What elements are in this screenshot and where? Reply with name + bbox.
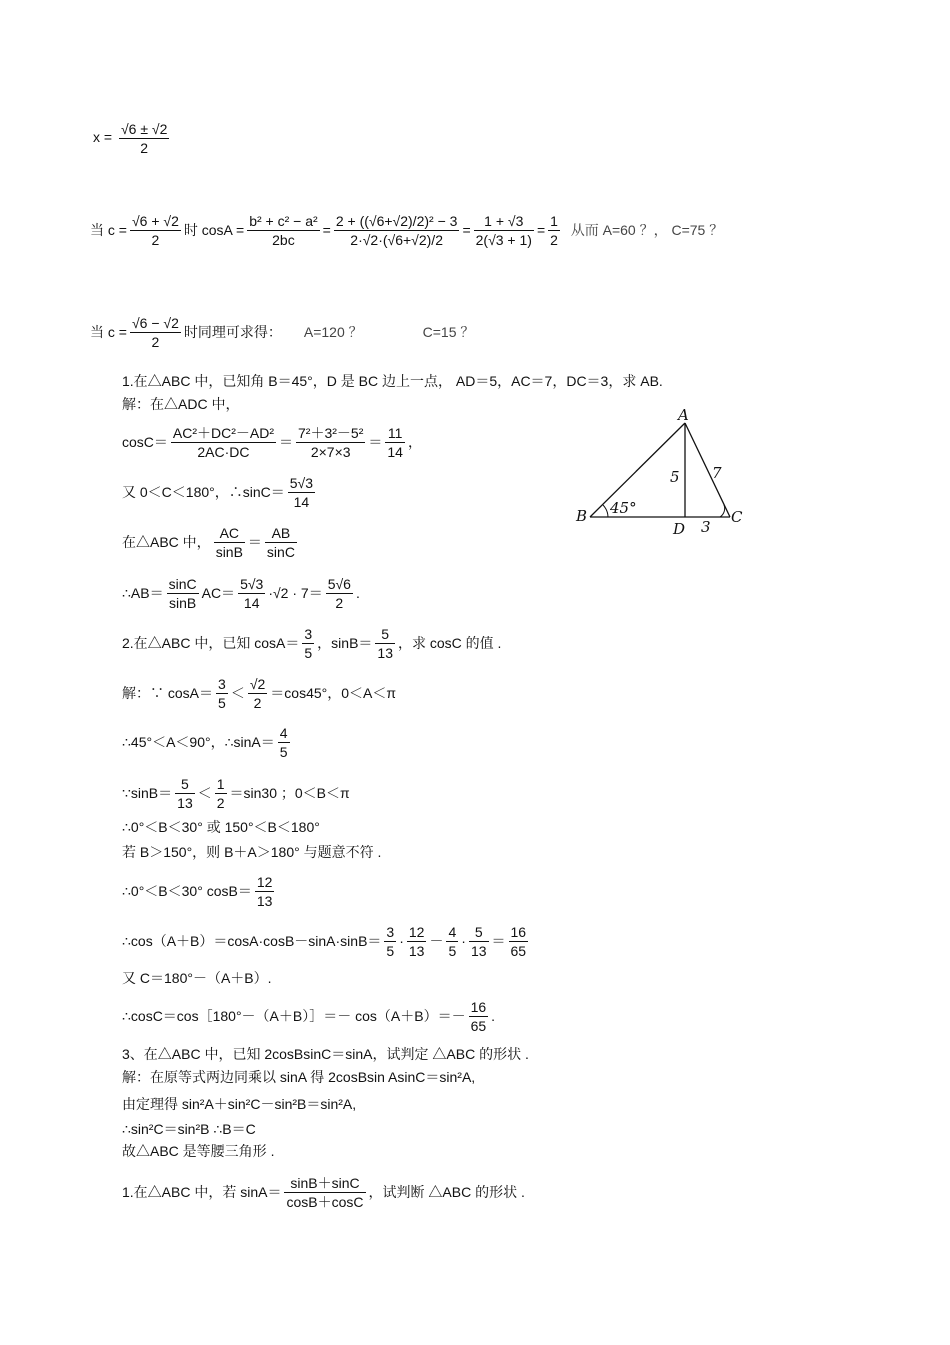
p2-cosA-den: 5: [304, 644, 313, 661]
case2-c-num: √6 − √2: [131, 314, 179, 331]
p2-s1-n2: √2: [249, 675, 266, 692]
p2-s1-frac2: [248, 675, 267, 712]
cosA-f4-den: 2: [550, 231, 558, 248]
ab-frac-2: [238, 575, 265, 612]
cosC-f1-den: 2AC·DC: [197, 443, 250, 460]
side-AC: [685, 423, 730, 517]
p2-s7-pre: ∴cos（A＋B）＝cosA·cosB－sinA·sinB＝: [122, 933, 382, 949]
label-angle-B: 45°: [610, 499, 637, 517]
dot: ·: [399, 933, 404, 949]
problem1-solution-intro: 解：在△ADC 中，: [122, 396, 240, 412]
case1-when: 当: [90, 222, 104, 238]
p2-step5: 若 B＞150°，则 B＋A＞180° 与题意不符 .: [122, 844, 382, 860]
eq-sign: =: [536, 222, 546, 238]
p3-line2: 由定理得 sin²A＋sin²C－sin²B＝sin²A,: [122, 1096, 357, 1112]
cosC-frac-1: [171, 424, 276, 461]
p2-title-mid: ，sinB＝: [317, 635, 373, 651]
p2-sinB-num: 5: [375, 625, 395, 644]
p2-s3-n2: 1: [216, 775, 225, 792]
ab-frac-3: [326, 575, 353, 612]
p2-s1-lt: ＜: [230, 685, 245, 701]
law-pre: 在△ABC 中，: [122, 534, 211, 550]
p2-s6-pre: ∴0°＜B＜30° cosB＝: [122, 883, 252, 899]
p2-s7-d1: 5: [386, 942, 395, 959]
p2-s7-n3: 4: [448, 923, 457, 940]
problem2-title: [122, 623, 501, 663]
p2-s3-frac2: [215, 775, 227, 812]
cosC-frac-2: [296, 424, 365, 461]
p2-s7-frac4: [469, 923, 489, 960]
label-B: B: [576, 507, 588, 525]
case2-A: A=120 ？: [303, 324, 363, 340]
label-AD: 5: [670, 468, 680, 486]
p2-s2-frac: [278, 724, 290, 761]
ab-line: [122, 573, 360, 613]
p2-sinB-frac: [375, 625, 395, 662]
case1-c-num: √6 + √2: [131, 212, 179, 229]
cosA-f1-num: b² + c² − a²: [249, 212, 318, 229]
p3-line4: 故△ABC 是等腰三角形 .: [122, 1143, 275, 1159]
p2-s6-frac: [255, 873, 275, 910]
eq-sign: ＝: [247, 534, 262, 550]
law-frac-1: [214, 524, 245, 561]
p2-s1-frac1: [216, 675, 228, 712]
case2-when: 当: [90, 324, 104, 340]
case2-line: [90, 308, 474, 356]
ab-frac-1: [167, 575, 199, 612]
period: .: [355, 585, 360, 601]
p2-s7-eq: ＝: [491, 933, 506, 949]
law-d1: sinB: [215, 543, 243, 560]
p2-s1-pre: 解：∵ cosA＝: [122, 685, 214, 701]
p4-num: sinB＋sinC: [284, 1174, 365, 1193]
p2-s3-pre: ∵sinB＝: [122, 785, 173, 801]
problem4-title: [122, 1170, 525, 1214]
p2-step8: 又 C＝180°－（A＋B）.: [122, 970, 272, 986]
eq-sign: =: [322, 222, 331, 238]
p2-s1-n1: 3: [218, 675, 226, 692]
cosC-lhs: cosC＝: [122, 434, 168, 450]
cosA-fraction-2: [334, 212, 460, 249]
law-frac-2: [265, 524, 297, 561]
p2-cosA-num: 3: [304, 625, 313, 642]
p2-s9-pre: ∴cosC＝cos［180°－（A＋B）］＝－ cos（A＋B）＝－: [122, 1008, 466, 1024]
case1-line: [90, 180, 723, 280]
sinC-frac: [288, 474, 315, 511]
cosC-f1-num: AC²＋DC²－AD²: [172, 424, 275, 441]
p2-s2-den: 5: [279, 743, 288, 760]
p2-cosA-frac: [302, 625, 314, 662]
p2-title-pre: 2.在△ABC 中，已知 cosA＝: [122, 635, 300, 651]
cosA-f2-den: 2·√2·(√6+√2)/2: [350, 231, 443, 248]
cosA-fraction-3: [474, 212, 534, 249]
ab-n2: 5√3: [240, 575, 264, 592]
ab-mid2: ·√2 · 7＝: [268, 585, 323, 601]
cosC-line: [122, 420, 422, 464]
p2-s1-d2: 2: [253, 694, 262, 711]
ab-d1: sinB: [168, 594, 197, 611]
law-n2: AB: [265, 524, 297, 543]
p4-den: cosB＋cosC: [286, 1193, 364, 1210]
dot: ·: [461, 933, 466, 949]
ab-n3: 5√6: [327, 575, 351, 592]
label-D: D: [673, 520, 686, 538]
ab-n1: sinC: [168, 575, 197, 592]
p2-step4: ∴0°＜B＜30° 或 150°＜B＜180°: [122, 819, 320, 835]
cosC-f3-num: 11: [385, 424, 405, 443]
ab-pre: ∴AB＝: [122, 585, 164, 601]
p2-step2: [122, 722, 293, 762]
p2-s9-frac: [469, 998, 489, 1035]
sinC-line: [122, 472, 318, 512]
cosC-f2-den: 2×7×3: [310, 443, 351, 460]
label-A: A: [678, 406, 689, 424]
eq-sign: ＝: [368, 434, 383, 450]
p2-s7-minus: －: [429, 933, 444, 949]
x-fraction: [119, 120, 169, 157]
p2-s7-n1: 3: [386, 923, 395, 940]
cosA-fraction-4: [548, 212, 560, 249]
case1-c: c =: [107, 222, 127, 238]
problem3-title: 3、在△ABC 中，已知 2cosBsinC＝sinA，试判定 △ABC 的形状 .: [122, 1046, 529, 1062]
p2-s3-d2: 2: [216, 794, 225, 811]
eq-sign: =: [462, 222, 471, 238]
ab-d3: 2: [335, 594, 344, 611]
triangle-figure: [570, 404, 755, 540]
p2-s1-post: ＝cos45°，0＜A＜π: [270, 685, 397, 701]
sinC-num: 5√3: [289, 474, 314, 491]
p4-title-pre: 1.在△ABC 中，若 sinA＝: [122, 1184, 282, 1200]
case1-c-den: 2: [151, 231, 160, 248]
cosA-f4-num: 1: [550, 212, 558, 229]
p2-s2-pre: ∴45°＜A＜90°，∴sinA＝: [122, 734, 275, 750]
case1-c-fraction: [130, 212, 181, 249]
p2-step6: [122, 871, 277, 911]
cosA-f2-num: 2 + ((√6+√2)/2)² − 3: [335, 212, 458, 229]
x-eq-label: x =: [93, 129, 113, 146]
case1-result: 从而 A=60 ？， C=75 ？: [570, 222, 724, 238]
p2-s7-frac5: [509, 923, 529, 960]
p2-s7-frac3: [446, 923, 458, 960]
label-AC: 7: [712, 464, 722, 482]
p2-s7-frac1: [384, 923, 396, 960]
p2-s7-d5: 65: [510, 942, 527, 959]
p2-s9-den: 65: [470, 1017, 487, 1034]
case2-c: c =: [107, 324, 127, 340]
p2-s7-d4: 13: [470, 942, 487, 959]
sinC-den: 14: [293, 493, 310, 510]
p2-s7-d3: 5: [448, 942, 457, 959]
problem1-title: 1.在△ABC 中，已知角 B＝45°，D 是 BC 边上一点， AD＝5，AC＝7，DC＝3，求 AB.: [122, 373, 663, 389]
p2-sinB-den: 13: [377, 644, 393, 661]
ab-mid: AC＝: [201, 585, 236, 601]
p2-s7-d2: 13: [408, 942, 425, 959]
eq-sign: ＝: [279, 434, 294, 450]
p3-line3: ∴sin²C＝sin²B ∴B＝C: [122, 1121, 256, 1137]
angle-B-arc: [603, 505, 608, 517]
p3-line1: 解：在原等式两边同乘以 sinA 得 2cosBsin AsinC＝sin²A,: [122, 1069, 476, 1085]
x-formula: [93, 120, 172, 157]
p2-s3-frac1: [175, 775, 195, 812]
case2-c-den: 2: [151, 333, 160, 350]
p2-s3-d1: 13: [177, 794, 193, 811]
x-denominator: 2: [140, 140, 149, 156]
p2-s9-num: 16: [470, 998, 487, 1015]
p2-title-post: ，求 cosC 的值 .: [397, 635, 502, 651]
law-n1: AC: [214, 524, 245, 543]
cosC-f2-num: 7²＋3²－5²: [298, 424, 364, 441]
p2-s9-post: .: [491, 1008, 496, 1024]
ab-d2: 14: [243, 594, 260, 611]
law-d2: sinC: [266, 543, 295, 560]
p2-step9: [122, 996, 495, 1036]
cosA-f3-num: 1 + √3: [474, 212, 534, 231]
law-of-sines-line: [122, 522, 300, 562]
x-numerator: √6 ± √2: [120, 121, 168, 137]
p4-title-post: ，试判断 △ABC 的形状 .: [368, 1184, 525, 1200]
case1-cosA-label: 时 cosA =: [183, 222, 245, 238]
p2-s2-num: 4: [279, 724, 288, 741]
p4-frac: [284, 1174, 365, 1211]
sinC-pre: 又 0＜C＜180°，∴sinC＝: [122, 484, 285, 500]
p2-s7-n2: 12: [408, 923, 425, 940]
cosC-frac-3: [385, 424, 405, 461]
p2-step1: [122, 673, 396, 713]
comma: ，: [407, 434, 422, 450]
p2-s6-den: 13: [256, 892, 273, 909]
p2-s6-num: 12: [256, 873, 273, 890]
p2-s7-n4: 5: [469, 923, 489, 942]
angle-C-arc: [720, 505, 725, 517]
case2-text: 时同理可求得：: [183, 324, 282, 340]
p2-step3: [122, 773, 350, 813]
label-C: C: [731, 508, 743, 526]
cosC-f3-den: 14: [387, 443, 403, 460]
cosA-f1-den: 2bc: [272, 231, 295, 248]
p2-s3-n1: 5: [175, 775, 195, 794]
p2-s3-post: ＝sin30 ；0＜B＜π: [229, 785, 350, 801]
cosA-f3-den: 2(√3 + 1): [475, 231, 532, 248]
cosA-fraction-1: [247, 212, 319, 249]
p2-s7-n5: 16: [510, 923, 527, 940]
p2-step7: [122, 921, 531, 961]
label-DC: 3: [701, 518, 711, 536]
p2-s1-d1: 5: [218, 694, 226, 711]
p2-s7-frac2: [407, 923, 427, 960]
case2-C: C=15 ？: [422, 324, 475, 340]
p2-s3-lt: ＜: [197, 785, 212, 801]
case2-c-fraction: [130, 314, 181, 351]
